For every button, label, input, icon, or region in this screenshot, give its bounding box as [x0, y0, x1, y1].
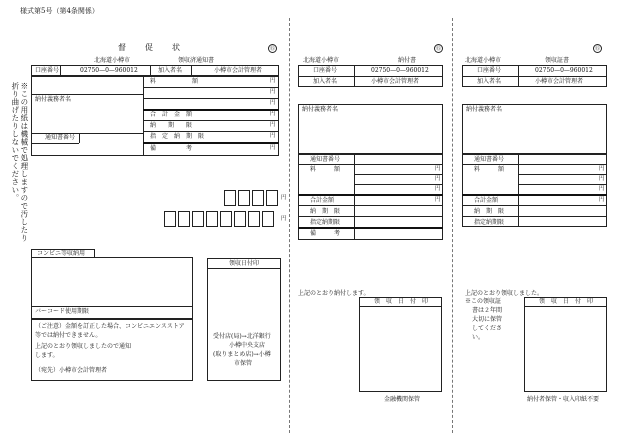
city-name: 北海道小樽市	[94, 57, 131, 64]
deadline-label: 納 期 限	[310, 208, 341, 215]
machine-note-2: 折り曲げたりしないでください。	[10, 82, 20, 202]
seal-mark: ⑮	[269, 46, 275, 52]
yen-mark: 円	[435, 176, 441, 182]
keep-note-5: い。	[472, 334, 485, 341]
deadline-label: 納 期 限	[150, 122, 193, 129]
yen-mark: 円	[270, 133, 276, 139]
subscriber-label: 加入者名	[313, 78, 338, 85]
total-label: 合計金額	[310, 197, 335, 204]
yen-mark: 円	[270, 122, 276, 128]
fee-label: 料 額	[474, 166, 505, 173]
payment-slip-title: 納付書	[398, 57, 417, 64]
subscriber-label: 加入者名	[158, 67, 183, 74]
received-statement: 上記のとおり領収しました。	[465, 290, 544, 297]
yen-mark: 円	[599, 186, 605, 192]
yen-mark: 円	[270, 78, 276, 84]
yen-mark: 円	[270, 100, 276, 106]
city-name: 北海道小樽市	[303, 57, 340, 64]
yen-mark: 円	[435, 166, 441, 172]
keep-note-2: 書は２年間	[472, 307, 503, 314]
fee-label: 料 額	[150, 78, 199, 85]
city-name: 北海道小樽市	[465, 57, 502, 64]
seal-mark: ⑮	[435, 46, 441, 52]
receipt-notice-title: 領収済通知書	[178, 57, 215, 64]
yen-mark: 円	[270, 111, 276, 117]
payer-label: 納付義務者名	[466, 106, 503, 113]
yen-mark: 円	[270, 89, 276, 95]
receipt-stamp-box	[524, 297, 607, 392]
designated-deadline-label: 指定納期限	[474, 219, 505, 226]
subscriber-name: 小樽市会計管理者	[371, 78, 420, 85]
barcode-expiry-label: バーコード使用期限	[35, 308, 90, 315]
yen-mark: 円	[281, 216, 287, 222]
account-number: 02750—0—960012	[80, 67, 138, 74]
demand-title: 督 促 状	[118, 43, 181, 52]
receipt-stamp-label: 領収日付印	[229, 260, 260, 267]
bank-route-3: (取りまとめ店)→小樽	[213, 351, 271, 358]
addressee: （宛先）小樽市会計管理者	[35, 367, 108, 374]
receipt-stamp-label: 領 収 日 付 印	[374, 298, 429, 305]
yen-mark: 円	[435, 186, 441, 192]
keep-note-4: してくださ	[472, 325, 503, 332]
yen-mark: 円	[435, 197, 441, 203]
deadline-label: 納 期 限	[474, 208, 505, 215]
account-label: 口座番号	[477, 67, 502, 74]
caution-text: （ご注意）金額を訂正した場合、コンビニエンスストア等では納付できません。	[35, 323, 185, 339]
notice-number-label: 通知書番号	[310, 156, 341, 163]
bank-route-4: 市保管	[234, 360, 253, 367]
keep-note-3: 大切に保管	[472, 316, 503, 323]
receipt-stamp-label: 領 収 日 付 印	[539, 298, 594, 305]
payer-keep-note: 納付者保管・収入印紙不要	[527, 396, 600, 403]
bank-route-1: 受付店(局)→北洋銀行	[213, 333, 271, 340]
notice-number-label: 通知書番号	[45, 134, 76, 141]
remarks-label: 備 考	[310, 230, 341, 237]
convenience-label: コンビニ等収納用	[37, 250, 86, 257]
payer-label: 納付義務者名	[302, 106, 339, 113]
yen-mark: 円	[599, 166, 605, 172]
subscriber-label: 加入者名	[477, 78, 502, 85]
total-label: 合 計 金 額	[150, 111, 193, 118]
designated-deadline-label: 指定納期限	[310, 219, 341, 226]
yen-mark: 円	[599, 197, 605, 203]
bank-route-2: 小樽中央支店	[229, 342, 266, 349]
receipt-stamp-box	[359, 297, 442, 392]
bank-keep-note: 金融機関保管	[384, 396, 421, 403]
yen-mark: 円	[281, 195, 287, 201]
keep-note-1: ※この領収証	[465, 298, 502, 305]
account-label: 口座番号	[35, 67, 60, 74]
payer-label: 納付義務者名	[35, 96, 72, 103]
notice-number-label: 通知書番号	[474, 156, 505, 163]
account-label: 口座番号	[313, 67, 338, 74]
designated-deadline-label: 指 定 納 期 限	[150, 133, 205, 140]
total-label: 合計金額	[474, 197, 499, 204]
remarks-label: 備 考	[150, 145, 193, 152]
perforation-line	[452, 18, 453, 433]
receipt-confirm-text: 上記のとおり領収しましたので通知します。	[35, 343, 132, 359]
perforation-line	[289, 18, 290, 433]
subscriber-name: 小樽市会計管理者	[214, 67, 263, 74]
receipt-title: 領収証書	[545, 57, 570, 64]
machine-note-1: ※この用紙は機械で処理しますので汚したり	[19, 82, 29, 242]
seal-mark: ⑮	[594, 46, 600, 52]
yen-mark: 円	[599, 176, 605, 182]
account-number: 02750—0—960012	[535, 67, 593, 74]
subscriber-name: 小樽市会計管理者	[535, 78, 584, 85]
fee-label: 料 額	[310, 166, 341, 173]
paid-statement: 上記のとおり納付します。	[298, 290, 370, 297]
form-id: 様式第5号（第4条関係）	[20, 7, 99, 15]
yen-mark: 円	[270, 145, 276, 151]
account-number: 02750—0—960012	[371, 67, 429, 74]
